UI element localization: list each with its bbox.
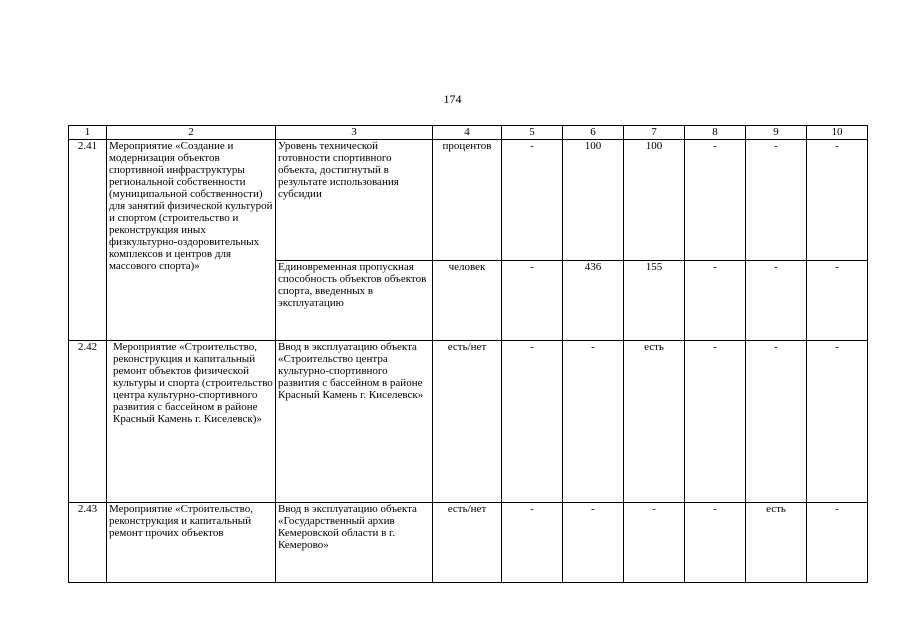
header-cell: 6 [563, 126, 624, 140]
table-row [69, 503, 868, 583]
unit-cell: человек [433, 261, 502, 341]
header-cell: 4 [433, 126, 502, 140]
table-row [69, 140, 868, 261]
row-number: 2.41 [69, 140, 107, 341]
value-cell: - [624, 503, 685, 583]
value-cell: - [685, 261, 746, 341]
indicator-name: Единовременная пропускная способность объектов объектов спорта, введенных в эксплуатацию [276, 261, 433, 341]
indicator-name: Ввод в эксплуатацию объекта «Строительство центра культурно-спортивного развития с бассейном в районе Красный Камень г. Киселевск» [276, 341, 433, 503]
value-cell: есть [746, 503, 807, 583]
value-cell: - [807, 341, 868, 503]
row-number: 2.42 [69, 341, 107, 503]
value-cell: - [563, 503, 624, 583]
value-cell: - [685, 140, 746, 261]
value-cell: - [746, 341, 807, 503]
header-cell: 9 [746, 126, 807, 140]
unit-cell: есть/нет [433, 341, 502, 503]
value-cell: 100 [624, 140, 685, 261]
value-cell: - [807, 261, 868, 341]
value-cell: - [685, 503, 746, 583]
indicator-name: Ввод в эксплуатацию объекта «Государственный архив Кемеровской области в г. Кемерово» [276, 503, 433, 583]
value-cell: - [746, 261, 807, 341]
header-cell: 8 [685, 126, 746, 140]
unit-cell: есть/нет [433, 503, 502, 583]
value-cell: - [502, 140, 563, 261]
indicator-name: Уровень технической готовности спортивного объекта, достигнутый в результате использования субсидии [276, 140, 433, 261]
value-cell: - [807, 503, 868, 583]
indicators-table [68, 125, 868, 583]
value-cell: - [563, 341, 624, 503]
row-number: 2.43 [69, 503, 107, 583]
table-row [69, 341, 868, 503]
header-cell: 2 [107, 126, 276, 140]
unit-cell: процентов [433, 140, 502, 261]
value-cell: - [685, 341, 746, 503]
value-cell: - [502, 341, 563, 503]
event-name: Мероприятие «Строительство, реконструкция и капитальный ремонт объектов физической культуры и спорта (строительство центра культурно-спортивного развития с бассейном в районе Красный Камень г. Киселевск)» [107, 341, 276, 503]
header-cell: 1 [69, 126, 107, 140]
value-cell: - [807, 140, 868, 261]
value-cell: 100 [563, 140, 624, 261]
header-cell: 10 [807, 126, 868, 140]
header-cell: 7 [624, 126, 685, 140]
header-cell: 3 [276, 126, 433, 140]
event-name: Мероприятие «Строительство, реконструкция и капитальный ремонт прочих объектов [107, 503, 276, 583]
value-cell: 436 [563, 261, 624, 341]
value-cell: 155 [624, 261, 685, 341]
page-number: 174 [443, 92, 462, 106]
value-cell: - [746, 140, 807, 261]
header-cell: 5 [502, 126, 563, 140]
value-cell: - [502, 503, 563, 583]
value-cell: есть [624, 341, 685, 503]
header-row [69, 126, 868, 140]
event-name: Мероприятие «Создание и модернизация объектов спортивной инфраструктуры региональной собственности (муниципальной собственности) для занятий физической культурой и спортом (строительство и реконструкция иных физкультурно-оздоровительных комплексов и центров для массового спорта)» [107, 140, 276, 341]
value-cell: - [502, 261, 563, 341]
